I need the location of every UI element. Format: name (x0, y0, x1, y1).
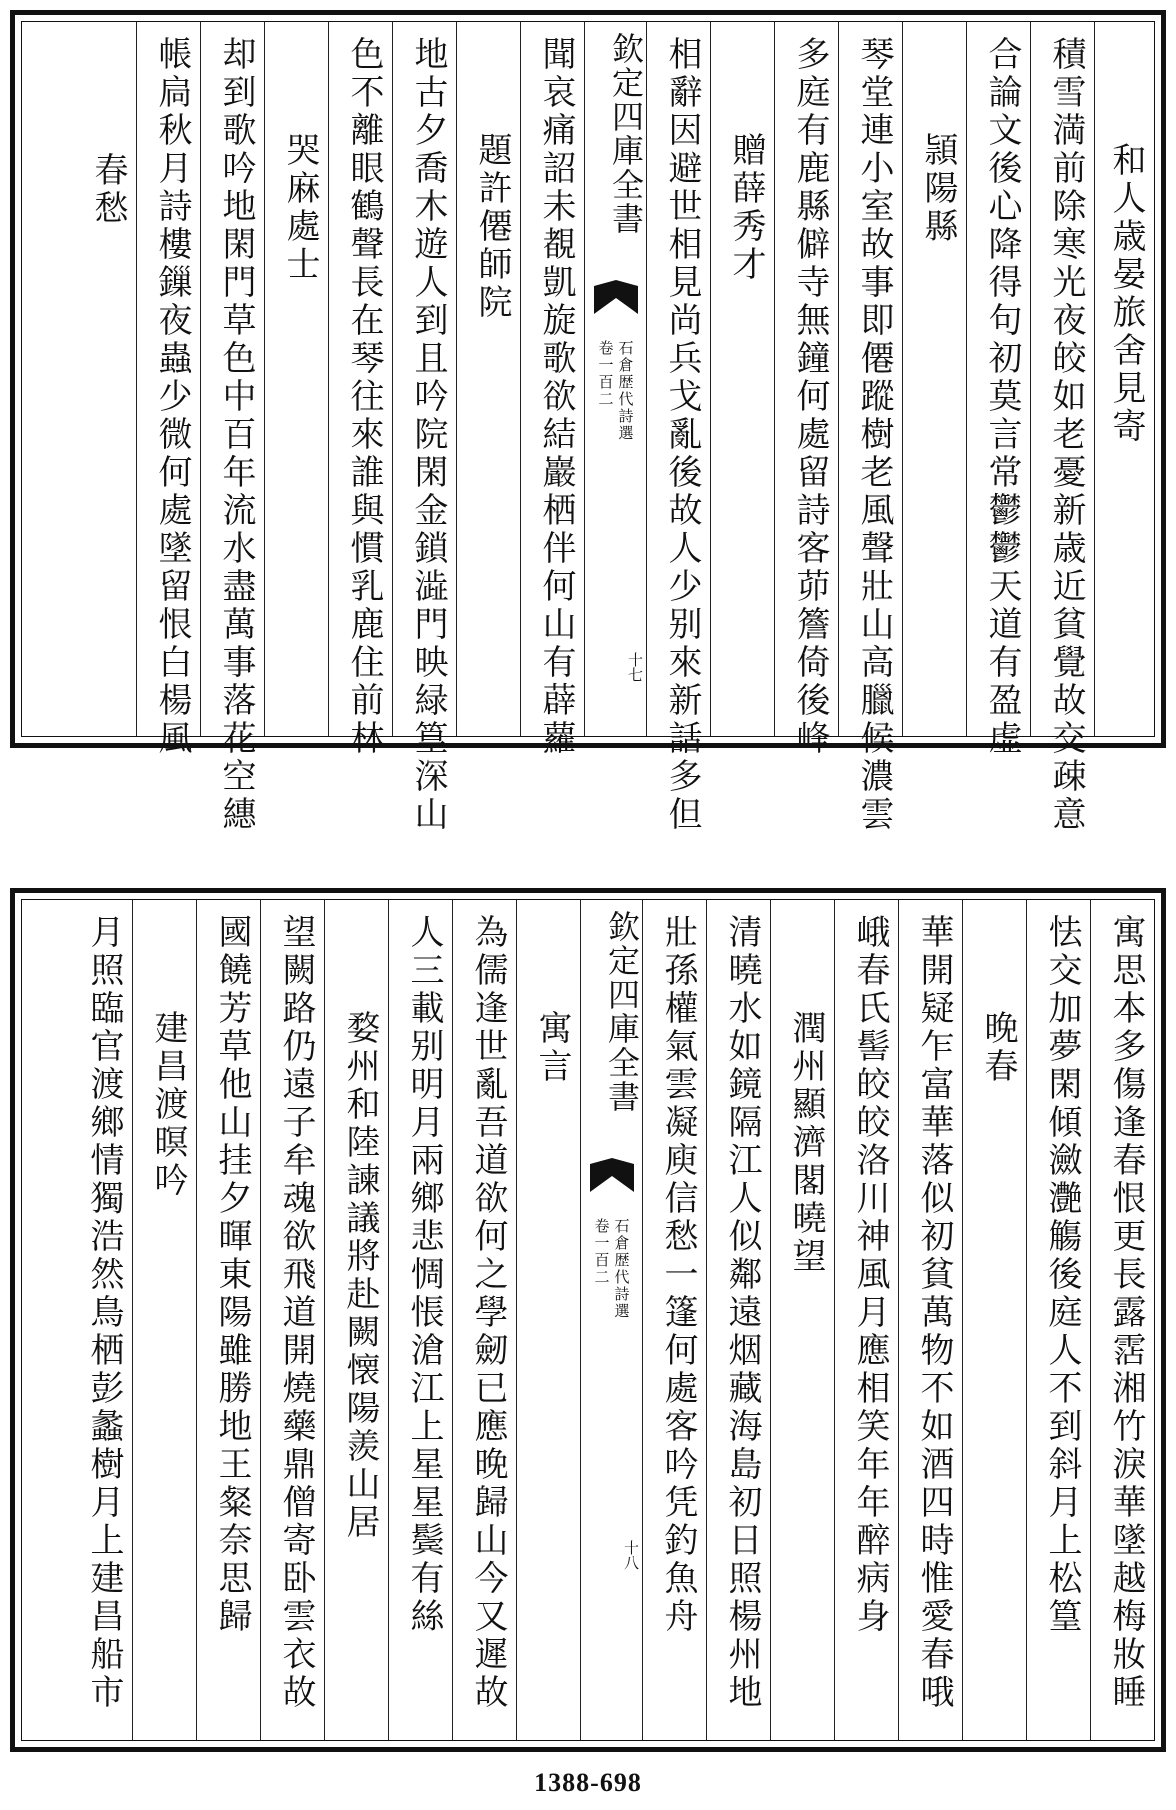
book-meta (581, 1218, 642, 1320)
poem-title: 頴陽縣 (918, 132, 958, 246)
text-column (838, 22, 902, 834)
bottom-page-columns (22, 900, 1154, 1740)
poem-line: 却到歌吟地閑門草色中百年流水盡萬事落花空繐 (216, 36, 256, 834)
page-code: 1388-698 (534, 1768, 642, 1797)
bottom-page-frame (21, 899, 1155, 1741)
poem-title: 題許僊師院 (472, 132, 512, 322)
text-column (132, 900, 196, 1740)
book-title: 石倉歴代詩選 (616, 340, 635, 442)
poem-title: 晚春 (978, 1010, 1018, 1086)
poem-title: 潤州顯濟閣曉望 (786, 1010, 826, 1276)
poem-title: 贈薛秀才 (726, 132, 766, 284)
text-column (898, 900, 962, 1740)
poem-line: 合論文後心降得句初莫言常鬱鬱天道有盈虚 (982, 36, 1022, 758)
library-title: 欽定四庫全書 (603, 910, 641, 1114)
poem-line: 為儒逢世亂吾道欲何之學劒已應晚歸山今又遲故 (468, 914, 508, 1712)
poem-line: 帳扃秋月詩樓鏁夜蟲少微何處墜留恨白楊風 (152, 36, 192, 758)
text-column (388, 900, 452, 1740)
poem-line: 怯交加夢閑傾瀲灔觴後庭人不到斜月上松篁 (1042, 914, 1082, 1636)
center-fold (580, 900, 642, 1740)
poem-line: 積雪満前除寒光夜皎如老憂新歳近貧覺故交疎意 (1046, 36, 1086, 834)
poem-title: 寓言 (532, 1010, 572, 1086)
text-column (22, 22, 136, 736)
text-column (324, 900, 388, 1740)
text-column (646, 22, 710, 834)
fishtail-mark-icon (594, 280, 638, 314)
poem-line: 色不離眼鶴聲長在琴往來誰與慣乳鹿住前林 (344, 36, 384, 758)
poem-line: 地古夕喬木遊人到且吟院閑金鎖澁門映緑篁深山 (408, 36, 448, 834)
text-column (706, 900, 770, 1740)
poem-line: 國饒芳草他山挂夕暉東陽雖勝地王粲奈思歸 (212, 914, 252, 1636)
text-column (392, 22, 456, 834)
fishtail-mark-icon (590, 1158, 634, 1192)
volume-number: 卷一百二 (592, 1218, 611, 1286)
leaf-number: 十七 (626, 652, 644, 682)
poem-line: 清曉水如鏡隔江人似鄰遠烟藏海島初日照楊州地 (722, 914, 762, 1712)
text-column (1094, 22, 1154, 736)
poem-title: 建昌渡暝吟 (148, 1010, 188, 1200)
text-column (516, 900, 580, 1740)
bottom-page (10, 888, 1166, 1752)
top-page-columns (22, 22, 1154, 834)
poem-line: 月照臨官渡鄉情獨浩然鳥栖彭蠡樹月上建昌船市 (84, 914, 124, 1712)
poem-title: 春愁 (88, 152, 128, 228)
text-column (136, 22, 200, 758)
text-column (456, 22, 520, 736)
text-column (710, 22, 774, 736)
text-column (452, 900, 516, 1740)
text-column (260, 900, 324, 1740)
poem-line: 華開疑乍富華落似初貧萬物不如酒四時惟愛春哦 (914, 914, 954, 1712)
book-title: 石倉歴代詩選 (612, 1218, 631, 1320)
text-column (1030, 22, 1094, 834)
text-column (902, 22, 966, 736)
library-title: 欽定四庫全書 (607, 32, 645, 236)
volume-number: 卷一百二 (596, 340, 615, 408)
poem-title: 和人歳晏旅舍見寄 (1106, 142, 1146, 446)
top-page-frame (21, 21, 1155, 834)
leaf-number: 十八 (622, 1540, 640, 1570)
poem-line: 峨春氏髻皎皎洛川神風月應相笑年年醉病身 (850, 914, 890, 1636)
book-meta (585, 340, 646, 442)
text-column (962, 900, 1026, 1740)
poem-line: 多庭有鹿縣僻寺無鐘何處留詩客茆簷倚後峰 (790, 36, 830, 758)
text-column (770, 900, 834, 1740)
poem-title: 哭麻處士 (280, 132, 320, 284)
poem-line: 相辭因避世相見尚兵戈亂後故人少别來新話多但 (662, 36, 702, 834)
text-column (1026, 900, 1090, 1740)
poem-line: 琴堂連小室故事即僊蹤樹老風聲壯山高臘候濃雲 (854, 36, 894, 834)
poem-line: 望闕路仍遠子牟魂欲飛道開燒藥鼎僧寄卧雲衣故 (276, 914, 316, 1712)
poem-line: 聞哀痛詔未覩凱旋歌欲結巖栖伴何山有薜蘿 (536, 36, 576, 758)
text-column (22, 900, 132, 1740)
text-column (200, 22, 264, 834)
text-column (1090, 900, 1154, 1740)
poem-title: 婺州和陸諫議將赴闕懐陽羨山居 (340, 1010, 380, 1542)
text-column (520, 22, 584, 758)
text-column (328, 22, 392, 758)
text-column (196, 900, 260, 1740)
top-page (10, 10, 1166, 834)
text-column (966, 22, 1030, 758)
text-column (642, 900, 706, 1740)
poem-line: 寓思本多傷逢春恨更長露霑湘竹淚華墜越梅妝睡 (1106, 914, 1146, 1712)
center-fold (584, 22, 646, 736)
text-column (264, 22, 328, 736)
poem-line: 壯孫權氣雲凝庾信愁一篷何處客吟凭釣魚舟 (658, 914, 698, 1636)
poem-line: 人三載别明月兩鄉悲惆悵滄江上星星鬓有絲 (404, 914, 444, 1636)
text-column (774, 22, 838, 758)
text-column (834, 900, 898, 1740)
